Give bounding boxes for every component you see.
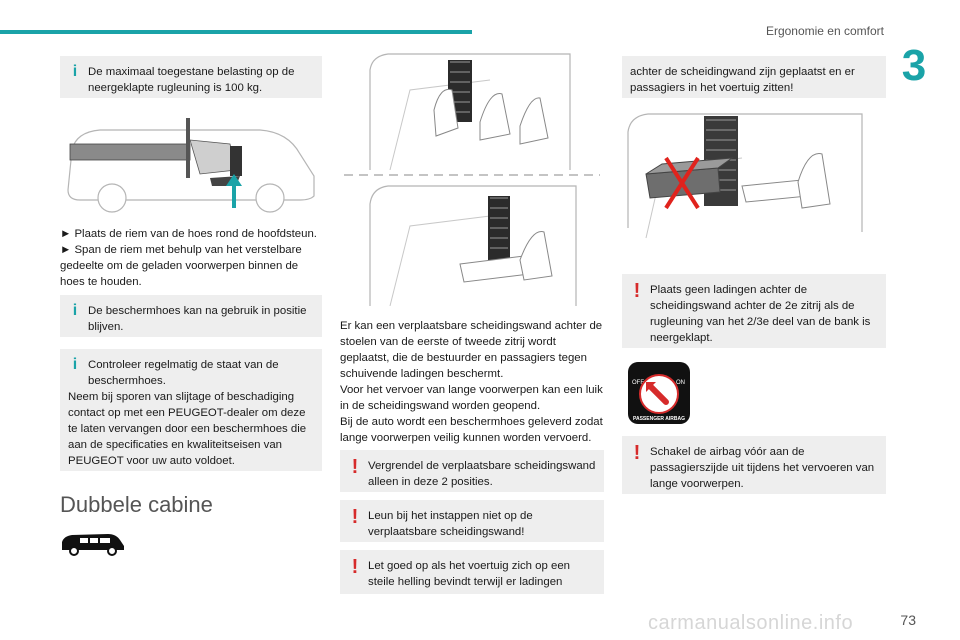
- warning-icon: !: [633, 442, 641, 464]
- info-icon: i: [72, 302, 78, 319]
- warning-text: Vergrendel de verplaatsbare scheidingswand alleen in deze 2 posities.: [368, 460, 596, 488]
- warning-icon: !: [351, 456, 359, 478]
- info-note-load: [60, 56, 322, 98]
- warning-slope-continued: [622, 56, 886, 98]
- info-note-text: De maximaal toegestane belasting op de neergeklapte rugleuning is 100 kg.: [88, 66, 295, 94]
- paragraph: Bij de auto wordt een beschermhoes geleverd zodat lange voorwerpen veilig kunnen worden vervoerd.: [340, 416, 603, 444]
- warning-text: Let goed op als het voertuig zich op een steile helling bevindt terwijl er ladingen: [368, 560, 571, 588]
- info-icon: i: [72, 63, 78, 80]
- paragraph: Er kan een verplaatsbare scheidingswand achter de stoelen van de eerste of tweede zitrij wordt geplaatst, die de bestuurder en passagiers tegen schuivende ladingen beschermt.: [340, 320, 603, 380]
- info-note-cover: [60, 295, 322, 337]
- info-note-text: De beschermhoes kan na gebruik in positie blijven.: [88, 305, 307, 333]
- partition-description: [340, 318, 604, 446]
- info-icon: i: [72, 356, 78, 373]
- divider-line: [340, 172, 604, 178]
- warning-icon: !: [351, 506, 359, 528]
- airbag-arc-label: PASSENGER AIRBAG: [633, 416, 685, 422]
- warning-text: achter de scheidingwand zijn geplaatst en er passagiers in het voertuig zitten!: [630, 66, 855, 94]
- warning-icon: !: [633, 280, 641, 302]
- passenger-airbag-switch-illustration: [628, 362, 690, 424]
- info-note-check: [60, 349, 322, 471]
- warning-text: Plaats geen ladingen achter de scheidingswand achter de 2e zitrij als de rugleuning van het 2/3e deel van de bank is neergeklapt.: [650, 284, 871, 344]
- section-header: Ergonomie en comfort: [765, 24, 884, 38]
- page-number: 73: [900, 612, 916, 628]
- warning-lock-partition: [340, 450, 604, 492]
- warning-lean-partition: [340, 500, 604, 542]
- warning-no-load: [622, 274, 886, 348]
- warning-airbag: [622, 436, 886, 494]
- watermark: carmanualsonline.info: [648, 612, 854, 634]
- warning-text: Schakel de airbag vóór aan de passagierszijde uit tijdens het vervoeren van lange voorwerpen.: [650, 446, 875, 490]
- partition-row2-illustration: [340, 180, 604, 306]
- cover-steps: [60, 226, 324, 290]
- double-cab-van-icon: [60, 530, 126, 556]
- warning-icon: !: [351, 556, 359, 578]
- partition-row1-illustration: [340, 50, 604, 170]
- info-note-extra: Neem bij sporen van slijtage of beschadiging contact op met een PEUGEOT-dealer om deze te laten vervangen door een beschermhoes die aan de specificaties en kwaliteitseisen van PEUGEOT voor uw auto voldoet.: [68, 391, 307, 467]
- airbag-off-label: OFF: [632, 380, 644, 386]
- section-title: Dubbele cabine: [60, 492, 213, 517]
- warning-slope: [340, 550, 604, 594]
- van-cover-illustration: [60, 110, 322, 218]
- header-rule: [0, 30, 472, 34]
- warning-text: Leun bij het instappen niet op de verplaatsbare scheidingswand!: [368, 510, 533, 538]
- step-item: ► Span de riem met behulp van het verstelbare gedeelte om de geladen voorwerpen binnen de hoes te houden.: [60, 244, 302, 288]
- no-load-behind-partition-illustration: [622, 108, 886, 248]
- paragraph: Voor het vervoer van lange voorwerpen kan een luik in de scheidingswand worden geopend.: [340, 384, 603, 412]
- info-note-lead: Controleer regelmatig de staat van de beschermhoes.: [88, 359, 279, 387]
- chapter-number: 3: [901, 41, 927, 90]
- airbag-on-label: ON: [676, 380, 685, 386]
- step-item: ► Plaats de riem van de hoes rond de hoofdsteun.: [60, 228, 317, 240]
